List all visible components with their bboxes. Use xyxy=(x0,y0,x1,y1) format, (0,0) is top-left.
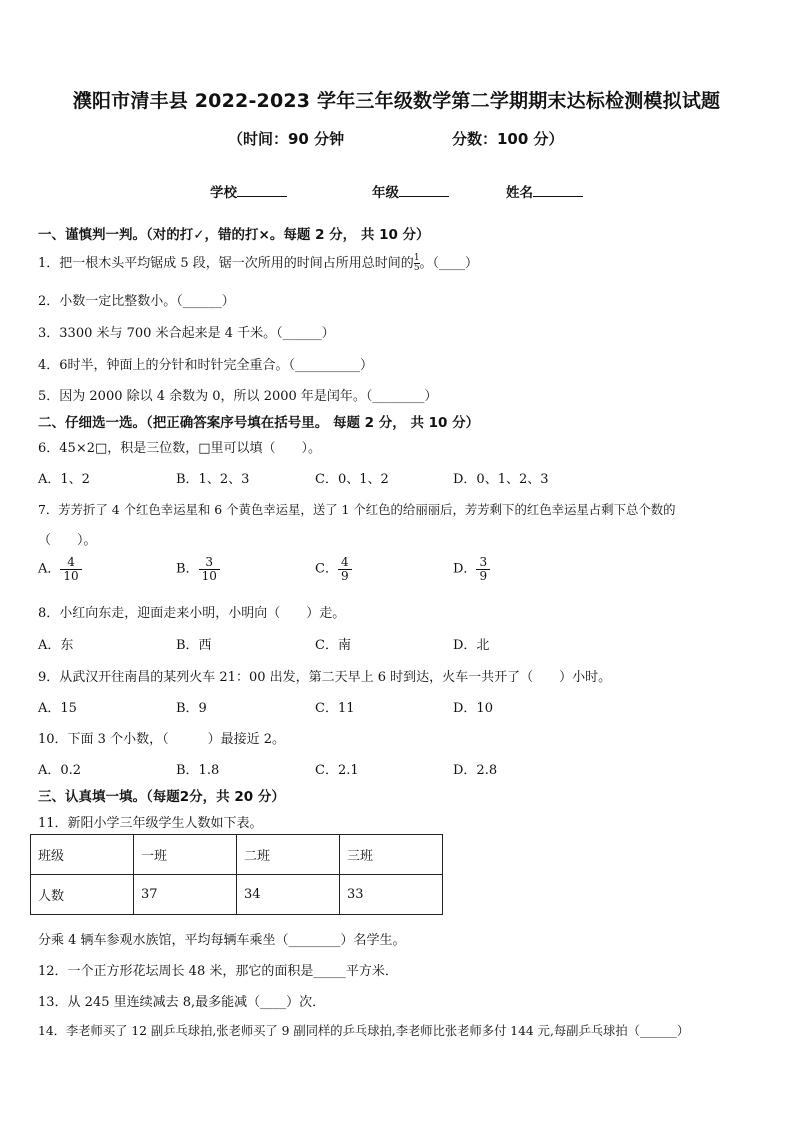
q7-b-num: 3 xyxy=(205,555,214,569)
question-6: 6．45×2□，积是三位数，□里可以填（ ）。 xyxy=(38,441,322,456)
question-5: 5．因为 2000 除以 4 余数为 0，所以 2000 年是闰年。（________） xyxy=(38,389,438,404)
q7-c-fraction xyxy=(338,556,352,582)
q7-option-d xyxy=(453,556,490,582)
table-cell: 二班 xyxy=(237,835,340,875)
section1-heading: 一、谨慎判一判。（对的打✓，错的打×。每题 2 分， 共 10 分） xyxy=(38,227,430,243)
q7-d-fraction xyxy=(476,556,490,582)
exam-time: （时间：90 分钟 xyxy=(228,130,345,148)
q1-text: 1．把一根木头平均锯成 5 段，锯一次所用的时间占所用总时间的 xyxy=(38,256,414,271)
student-count-table xyxy=(30,834,443,915)
q10-option-a: A．0.2 xyxy=(38,763,82,778)
grade-label: 年级 xyxy=(372,185,399,201)
table-cell: 人数 xyxy=(31,875,134,915)
exam-title: 濮阳市清丰县 2022-2023 学年三年级数学第二学期期末达标检测模拟试题 xyxy=(72,90,721,112)
school-blank[interactable] xyxy=(237,196,287,197)
q9-option-d: D．10 xyxy=(453,701,493,716)
q6-option-c: C．0、1、2 xyxy=(315,472,389,487)
q7-c-num: 4 xyxy=(340,555,349,569)
q7-a-fraction xyxy=(60,556,81,582)
table-cell: 33 xyxy=(340,875,443,915)
table-row xyxy=(31,875,443,915)
q7-d-num: 3 xyxy=(479,555,488,569)
q7-c-den: 9 xyxy=(338,569,352,583)
question-10: 10．下面 3 个小数，（ ）最接近 2。 xyxy=(38,732,285,747)
table-cell: 一班 xyxy=(134,835,237,875)
q8-option-c: C．南 xyxy=(315,638,351,653)
q7-b-den: 10 xyxy=(199,569,220,583)
q10-option-d: D．2.8 xyxy=(453,763,498,778)
question-7-line1: 7．芳芳折了 4 个红色幸运星和 6 个黄色幸运星，送了 1 个红色的给丽丽后，芳芳剩下的红色幸运星占剩下总个数的 xyxy=(38,502,676,517)
question-4: 4．6时半，钟面上的分针和时针完全重合。（__________） xyxy=(38,358,374,373)
grade-field xyxy=(372,181,449,201)
q1-frac-num: 1 xyxy=(413,253,420,263)
question-11-tail: 分乘 4 辆车参观水族馆，平均每辆车乘坐（________）名学生。 xyxy=(38,933,406,948)
question-12: 12．一个正方形花坛周长 48 米，那它的面积是_____平方米． xyxy=(38,964,398,979)
name-field xyxy=(506,181,583,201)
q1-frac-den: 5 xyxy=(413,263,420,273)
name-label: 姓名 xyxy=(506,185,533,201)
name-blank[interactable] xyxy=(533,196,583,197)
q8-option-a: A．东 xyxy=(38,638,74,653)
table-cell: 34 xyxy=(237,875,340,915)
q6-option-d: D．0、1、2、3 xyxy=(453,472,549,487)
school-field xyxy=(210,181,287,201)
question-3: 3．3300 米与 700 米合起来是 4 千米。（______） xyxy=(38,326,335,341)
q7-b-fraction xyxy=(199,556,220,582)
q8-option-d: D．北 xyxy=(453,638,490,653)
q7-option-a xyxy=(38,556,82,582)
q7-b-label: B． xyxy=(176,561,199,577)
question-11: 11．新阳小学三年级学生人数如下表。 xyxy=(38,816,263,831)
q7-c-label: C． xyxy=(315,561,338,577)
q7-a-den: 10 xyxy=(60,569,81,583)
section2-heading: 二、仔细选一选。（把正确答案序号填在括号里。 每题 2 分， 共 10 分） xyxy=(38,415,480,431)
q9-option-b: B．9 xyxy=(176,701,207,716)
q9-option-c: C．11 xyxy=(315,701,355,716)
q7-a-label: A． xyxy=(38,561,61,577)
table-cell: 37 xyxy=(134,875,237,915)
q6-option-a: A．1、2 xyxy=(38,472,90,487)
question-2: 2．小数一定比整数小。（______） xyxy=(38,294,235,309)
section3-heading: 三、认真填一填。（每题2分，共 20 分） xyxy=(38,789,285,805)
question-7-line2: （ ）。 xyxy=(38,533,97,548)
school-label: 学校 xyxy=(210,185,237,201)
q9-option-a: A．15 xyxy=(38,701,77,716)
table-cell: 三班 xyxy=(340,835,443,875)
question-1 xyxy=(38,252,478,273)
q6-option-b: B．1、2、3 xyxy=(176,472,250,487)
q10-option-b: B．1.8 xyxy=(176,763,220,778)
question-13: 13．从 245 里连续减去 8,最多能减（____）次． xyxy=(38,995,326,1010)
q10-option-c: C．2.1 xyxy=(315,763,359,778)
exam-score: 分数：100 分） xyxy=(452,130,564,148)
q1-answer: 。（____） xyxy=(419,256,479,271)
q7-d-den: 9 xyxy=(476,569,490,583)
question-14: 14．李老师买了 12 副乒乓球拍,张老师买了 9 副同样的乒乓球拍,李老师比张老师多付 144 元,每副乒乓球拍（______） xyxy=(38,1024,690,1038)
grade-blank[interactable] xyxy=(399,196,449,197)
q7-option-b xyxy=(176,556,220,582)
q7-d-label: D． xyxy=(453,561,477,577)
q7-option-c xyxy=(315,556,352,582)
question-9: 9．从武汉开往南昌的某列火车 21：00 出发，第二天早上 6 时到达，火车一共开了（ ）小时。 xyxy=(38,670,612,685)
q8-option-b: B．西 xyxy=(176,638,212,653)
table-row xyxy=(31,835,443,875)
table-cell: 班级 xyxy=(31,835,134,875)
q7-a-num: 4 xyxy=(67,555,75,569)
question-8: 8．小红向东走，迎面走来小明，小明向（ ）走。 xyxy=(38,606,346,621)
